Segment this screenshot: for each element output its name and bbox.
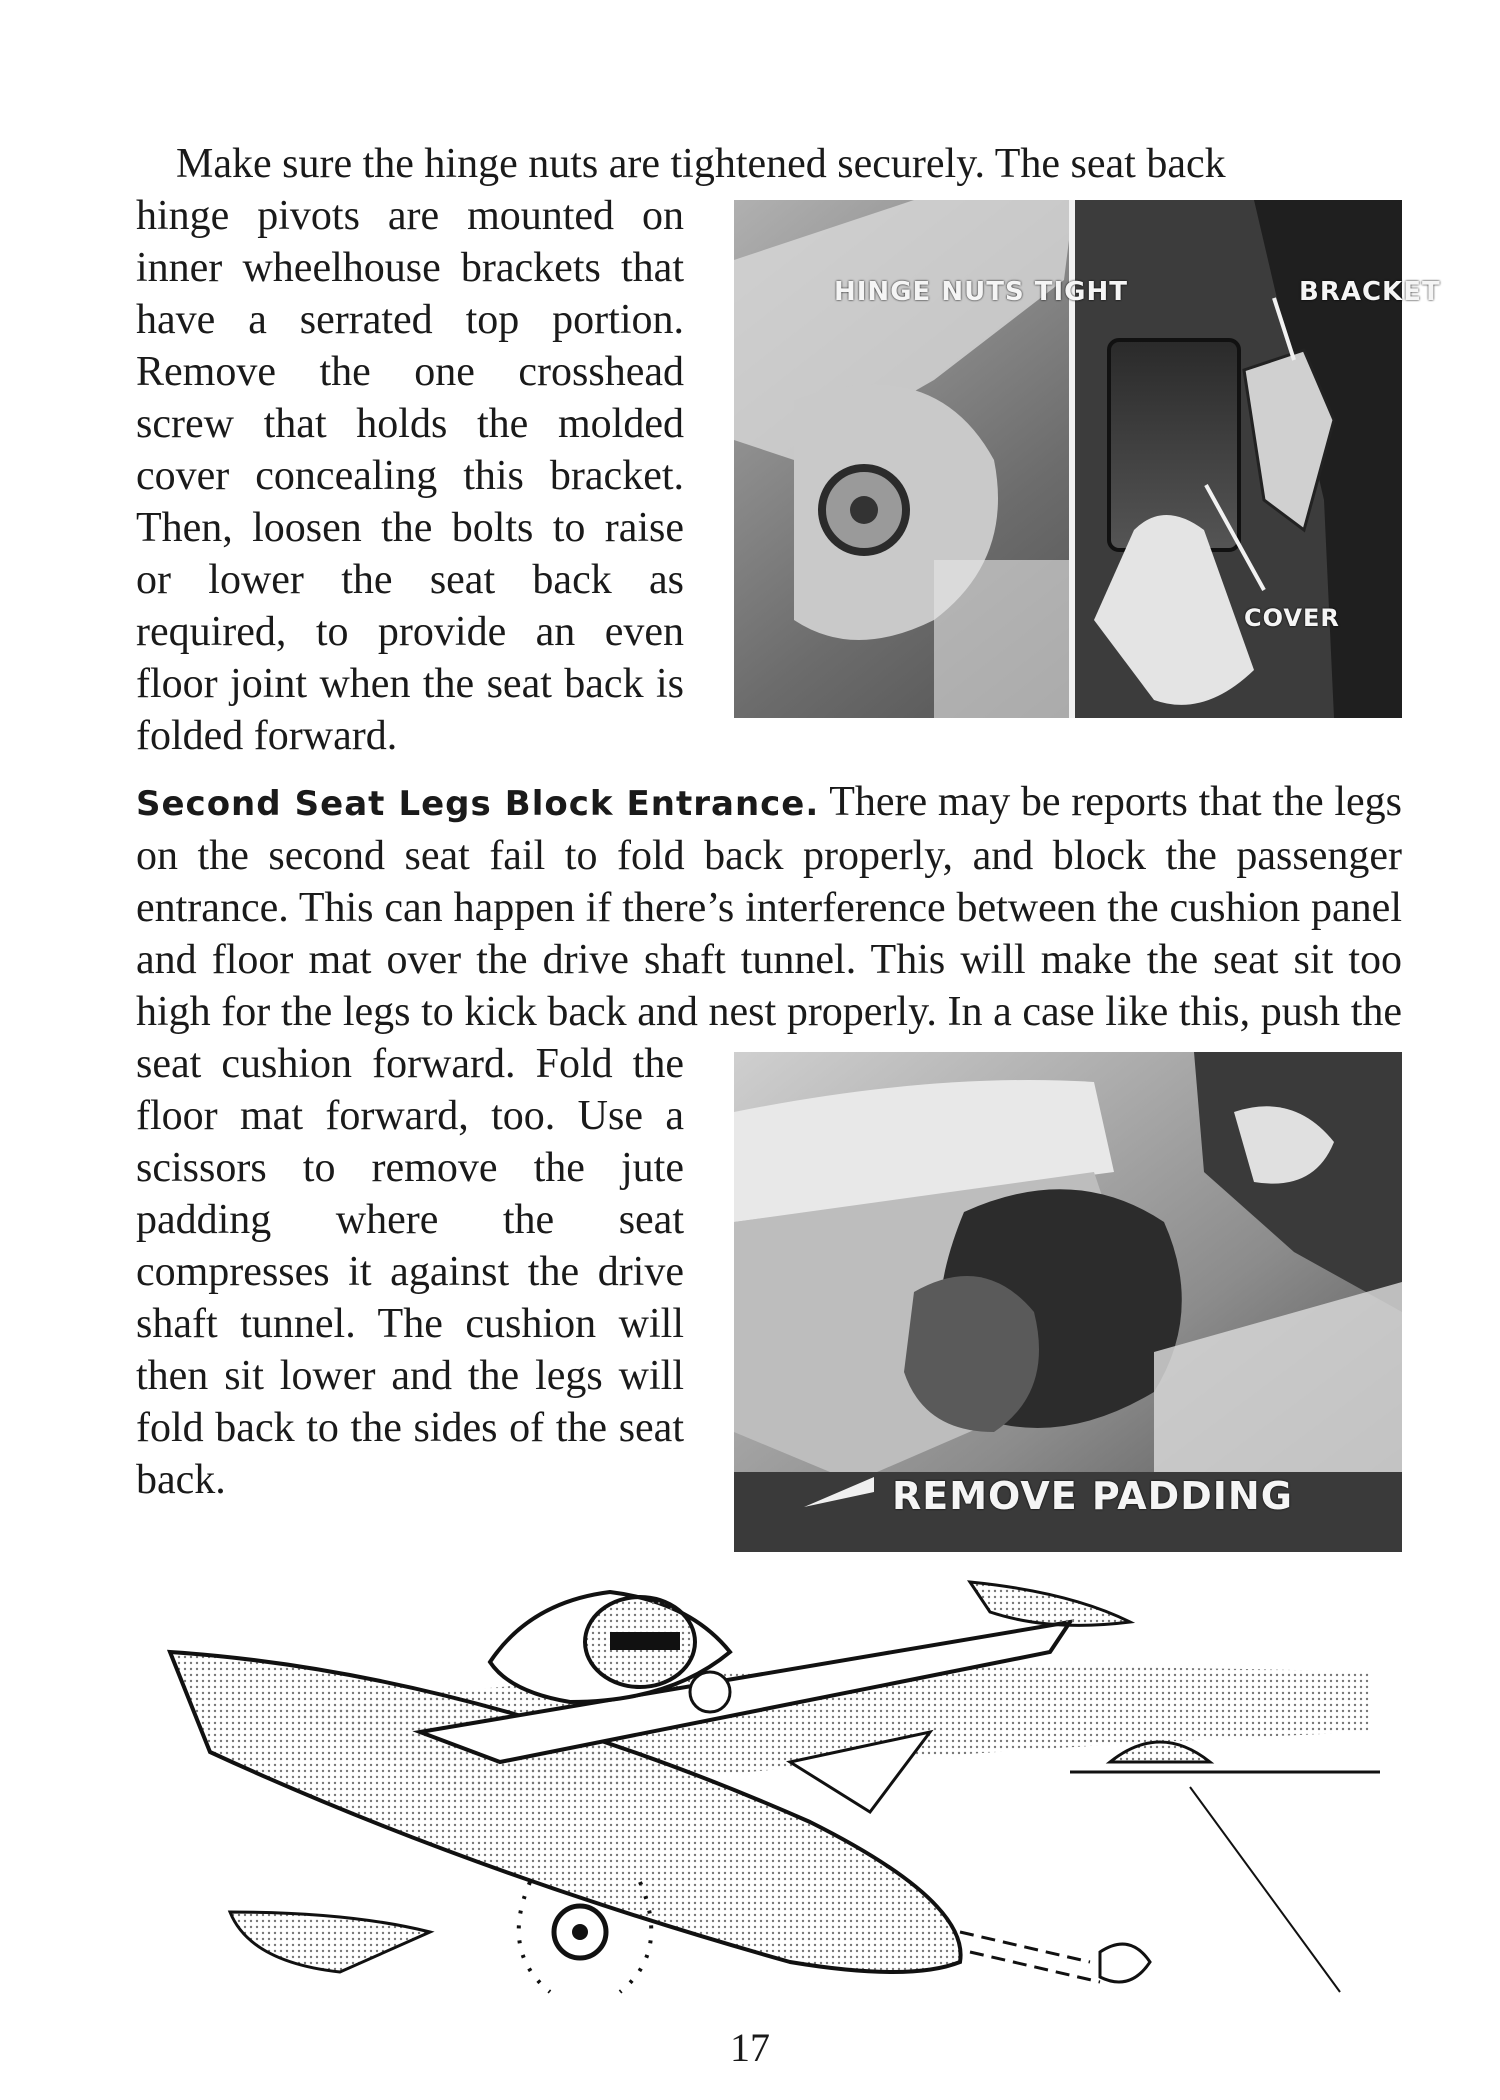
page-number: 17 xyxy=(730,2025,770,2070)
label-cover: COVER xyxy=(1244,604,1340,632)
section-text-rest: like this, push the seat cushion forward. Fold the floor mat forward, too. Use a scissors to remove the jute padding where the seat compresses it against the drive shaft tunnel. The cushion will then sit lower and the legs will fold back to the sides of the seat back. xyxy=(136,989,1402,1503)
section-text-top: There may be reports that the legs on the second seat fail to fold back properly, and block the passenger entrance. This can happen if there’s interference between the cushion panel and floor mat over the drive shaft tunnel. This will make the seat sit too high for the legs to kick back and nest properly. In a case xyxy=(136,779,1402,1035)
section-paragraph xyxy=(136,776,1402,1518)
cartoon-jet-plane-icon xyxy=(170,1582,1430,2032)
intro-remaining-text: hinge pivots are mounted on inner wheelhouse brackets that have a serrated top portion. Remove the one crosshead screw that holds the molded cover concealing this bracket. Then, loosen the bolts to raise or lower the seat back as required, to provide an even floor joint when the seat back is folded forward. xyxy=(136,193,684,759)
photo-remove-padding xyxy=(734,1052,1402,1552)
intro-block xyxy=(136,138,1441,1562)
photo-hinge-bracket xyxy=(734,200,1441,718)
label-hinge-nuts-tight: HINGE NUTS TIGHT xyxy=(834,277,1128,307)
label-bracket: BRACKET xyxy=(1299,277,1441,307)
label-remove-padding: REMOVE PADDING xyxy=(892,1474,1293,1518)
section-heading: Second Seat Legs Block Entrance. xyxy=(136,784,820,824)
intro-text xyxy=(136,138,1441,762)
intro-line-one: Make sure the hinge nuts are tightened securely. The seat back xyxy=(176,141,1226,187)
